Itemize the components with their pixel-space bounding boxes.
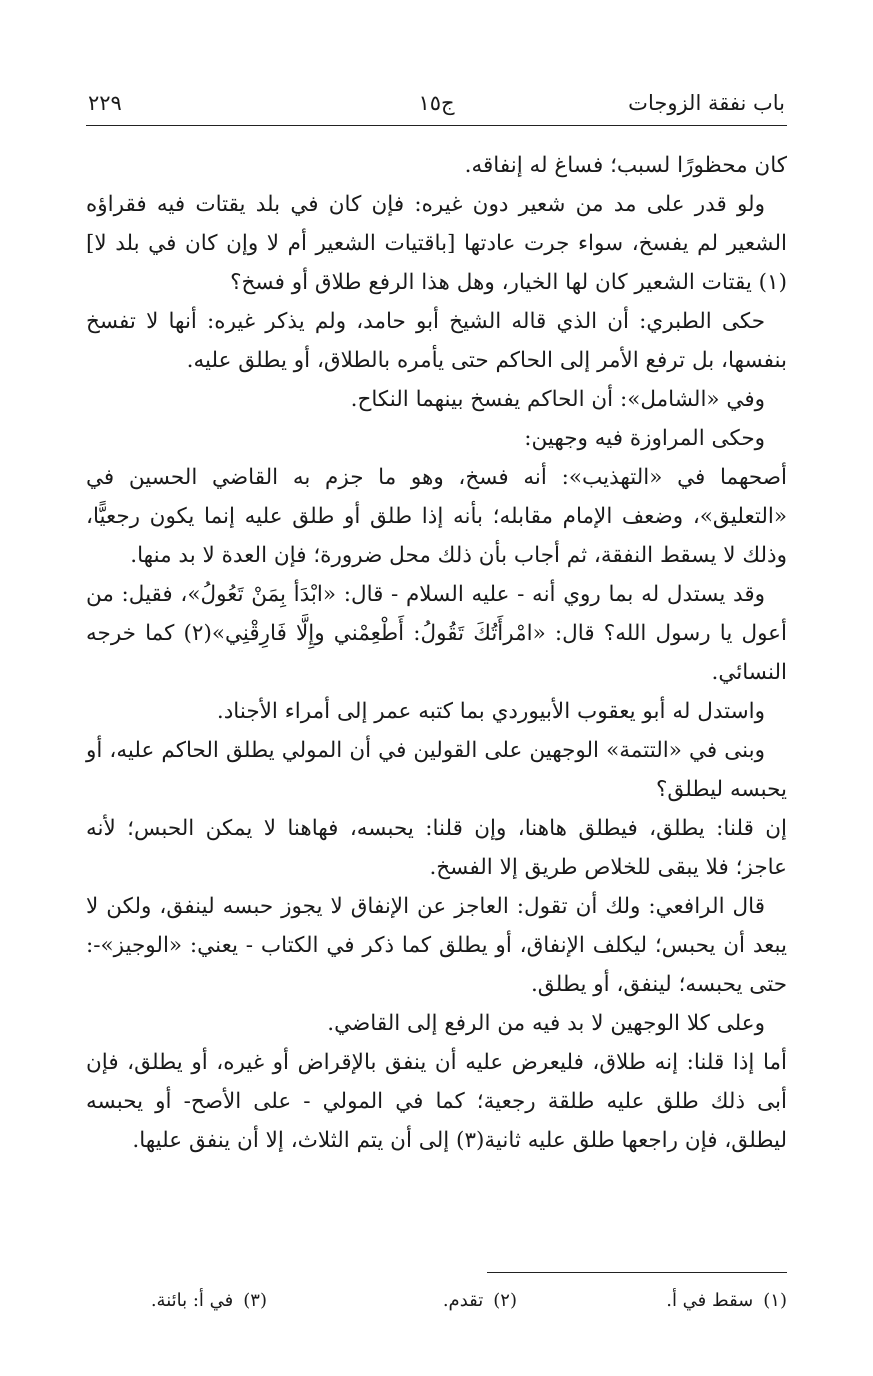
footnote-number: (١): [763, 1290, 787, 1311]
paragraph: أصحهما في «التهذيب»: أنه فسخ، وهو ما جزم به القاضي الحسين في «التعليق»، وضعف الإمام مقابله؛ بأنه إذا طلق أو طلق عليه إنما يكون رجعيًّا، وذلك لا يسقط النفقة، ثم أجاب بأن ذلك محل ضرورة؛ فإن العدة لا بد منها.: [86, 465, 787, 568]
paragraph: قال الرافعي: ولك أن تقول: العاجز عن الإنفاق لا يجوز حبسه لينفق، ولكن لا يبعد أن يحبس؛ ليكلف الإنفاق، أو يطلق كما ذكر في الكتاب - يعني: «الوجيز»-: حتى يحبسه؛ لينفق، أو يطلق.: [86, 894, 787, 997]
paragraph: إن قلنا: يطلق، فيطلق هاهنا، وإن قلنا: يحبسه، فهاهنا لا يمكن الحبس؛ لأنه عاجز؛ فلا يبقى للخلاص طريق إلا الفسخ.: [86, 816, 787, 880]
page-number: ٢٢٩: [88, 91, 122, 115]
footnote-text: تقدم.: [442, 1290, 484, 1311]
footnote-number: (٢): [493, 1290, 517, 1311]
main-text: [86, 146, 787, 1160]
running-header: [88, 86, 785, 120]
footnote-2: [443, 1286, 517, 1316]
footnote-text: سقط في أ.: [666, 1290, 754, 1311]
footnote-1: [666, 1286, 787, 1316]
paragraph: وقد يستدل له بما روي أنه - عليه السلام - قال: «ابْدَأ بِمَنْ تَعُولُ»، فقيل: من أعول يا رسول الله؟ قال: «امْرأَتُكَ تَقُولُ: أَطْعِمْني وإِلَّا فَارِقْنِي»(٢) كما خرجه النسائي.: [86, 582, 787, 685]
chapter-title: باب نفقة الزوجات: [628, 91, 785, 115]
paragraph: ولو قدر على مد من شعير دون غيره: فإن كان في بلد يقتات فيه فقراؤه الشعير لم يفسخ، سواء جرت عادتها [باقتيات الشعير أم لا وإن كان في بلد لا](١) يقتات الشعير كان لها الخيار، وهل هذا الرفع طلاق أو فسخ؟: [86, 192, 787, 295]
footnote-text: في أ: بائنة.: [150, 1290, 234, 1311]
footnote-3: [151, 1286, 267, 1316]
paragraph: كان محظورًا لسبب؛ فساغ له إنفاقه.: [464, 153, 787, 178]
footnote-number: (٣): [243, 1290, 267, 1311]
paragraph: أما إذا قلنا: إنه طلاق، فليعرض عليه أن ينفق بالإقراض أو غيره، أو يطلق، فإن أبى ذلك طلق عليه طلقة رجعية؛ كما في المولي - على الأصح- أو يحبسه ليطلق، فإن راجعها طلق عليه ثانية(٣) إلى أن يتم الثلاث، إلا أن ينفق عليها.: [86, 1050, 787, 1153]
header-rule: [86, 125, 787, 126]
footnote-rule: [487, 1272, 787, 1273]
paragraph: واستدل له أبو يعقوب الأبيوردي بما كتبه عمر إلى أمراء الأجناد.: [216, 699, 765, 724]
volume-number: ج١٥: [418, 91, 455, 115]
paragraph: حكى الطبري: أن الذي قاله الشيخ أبو حامد، ولم يذكر غيره: أنها لا تفسخ بنفسها، بل ترفع الأمر إلى الحاكم حتى يأمره بالطلاق، أو يطلق عليه.: [86, 309, 787, 373]
paragraph: وعلى كلا الوجهين لا بد فيه من الرفع إلى القاضي.: [327, 1011, 765, 1036]
paragraph: وبنى في «التتمة» الوجهين على القولين في أن المولي يطلق الحاكم عليه، أو يحبسه ليطلق؟: [86, 738, 787, 802]
paragraph: وفي «الشامل»: أن الحاكم يفسخ بينهما النكاح.: [350, 387, 765, 412]
paragraph: وحكى المراوزة فيه وجهين:: [524, 426, 765, 451]
footnotes: [100, 1286, 787, 1316]
